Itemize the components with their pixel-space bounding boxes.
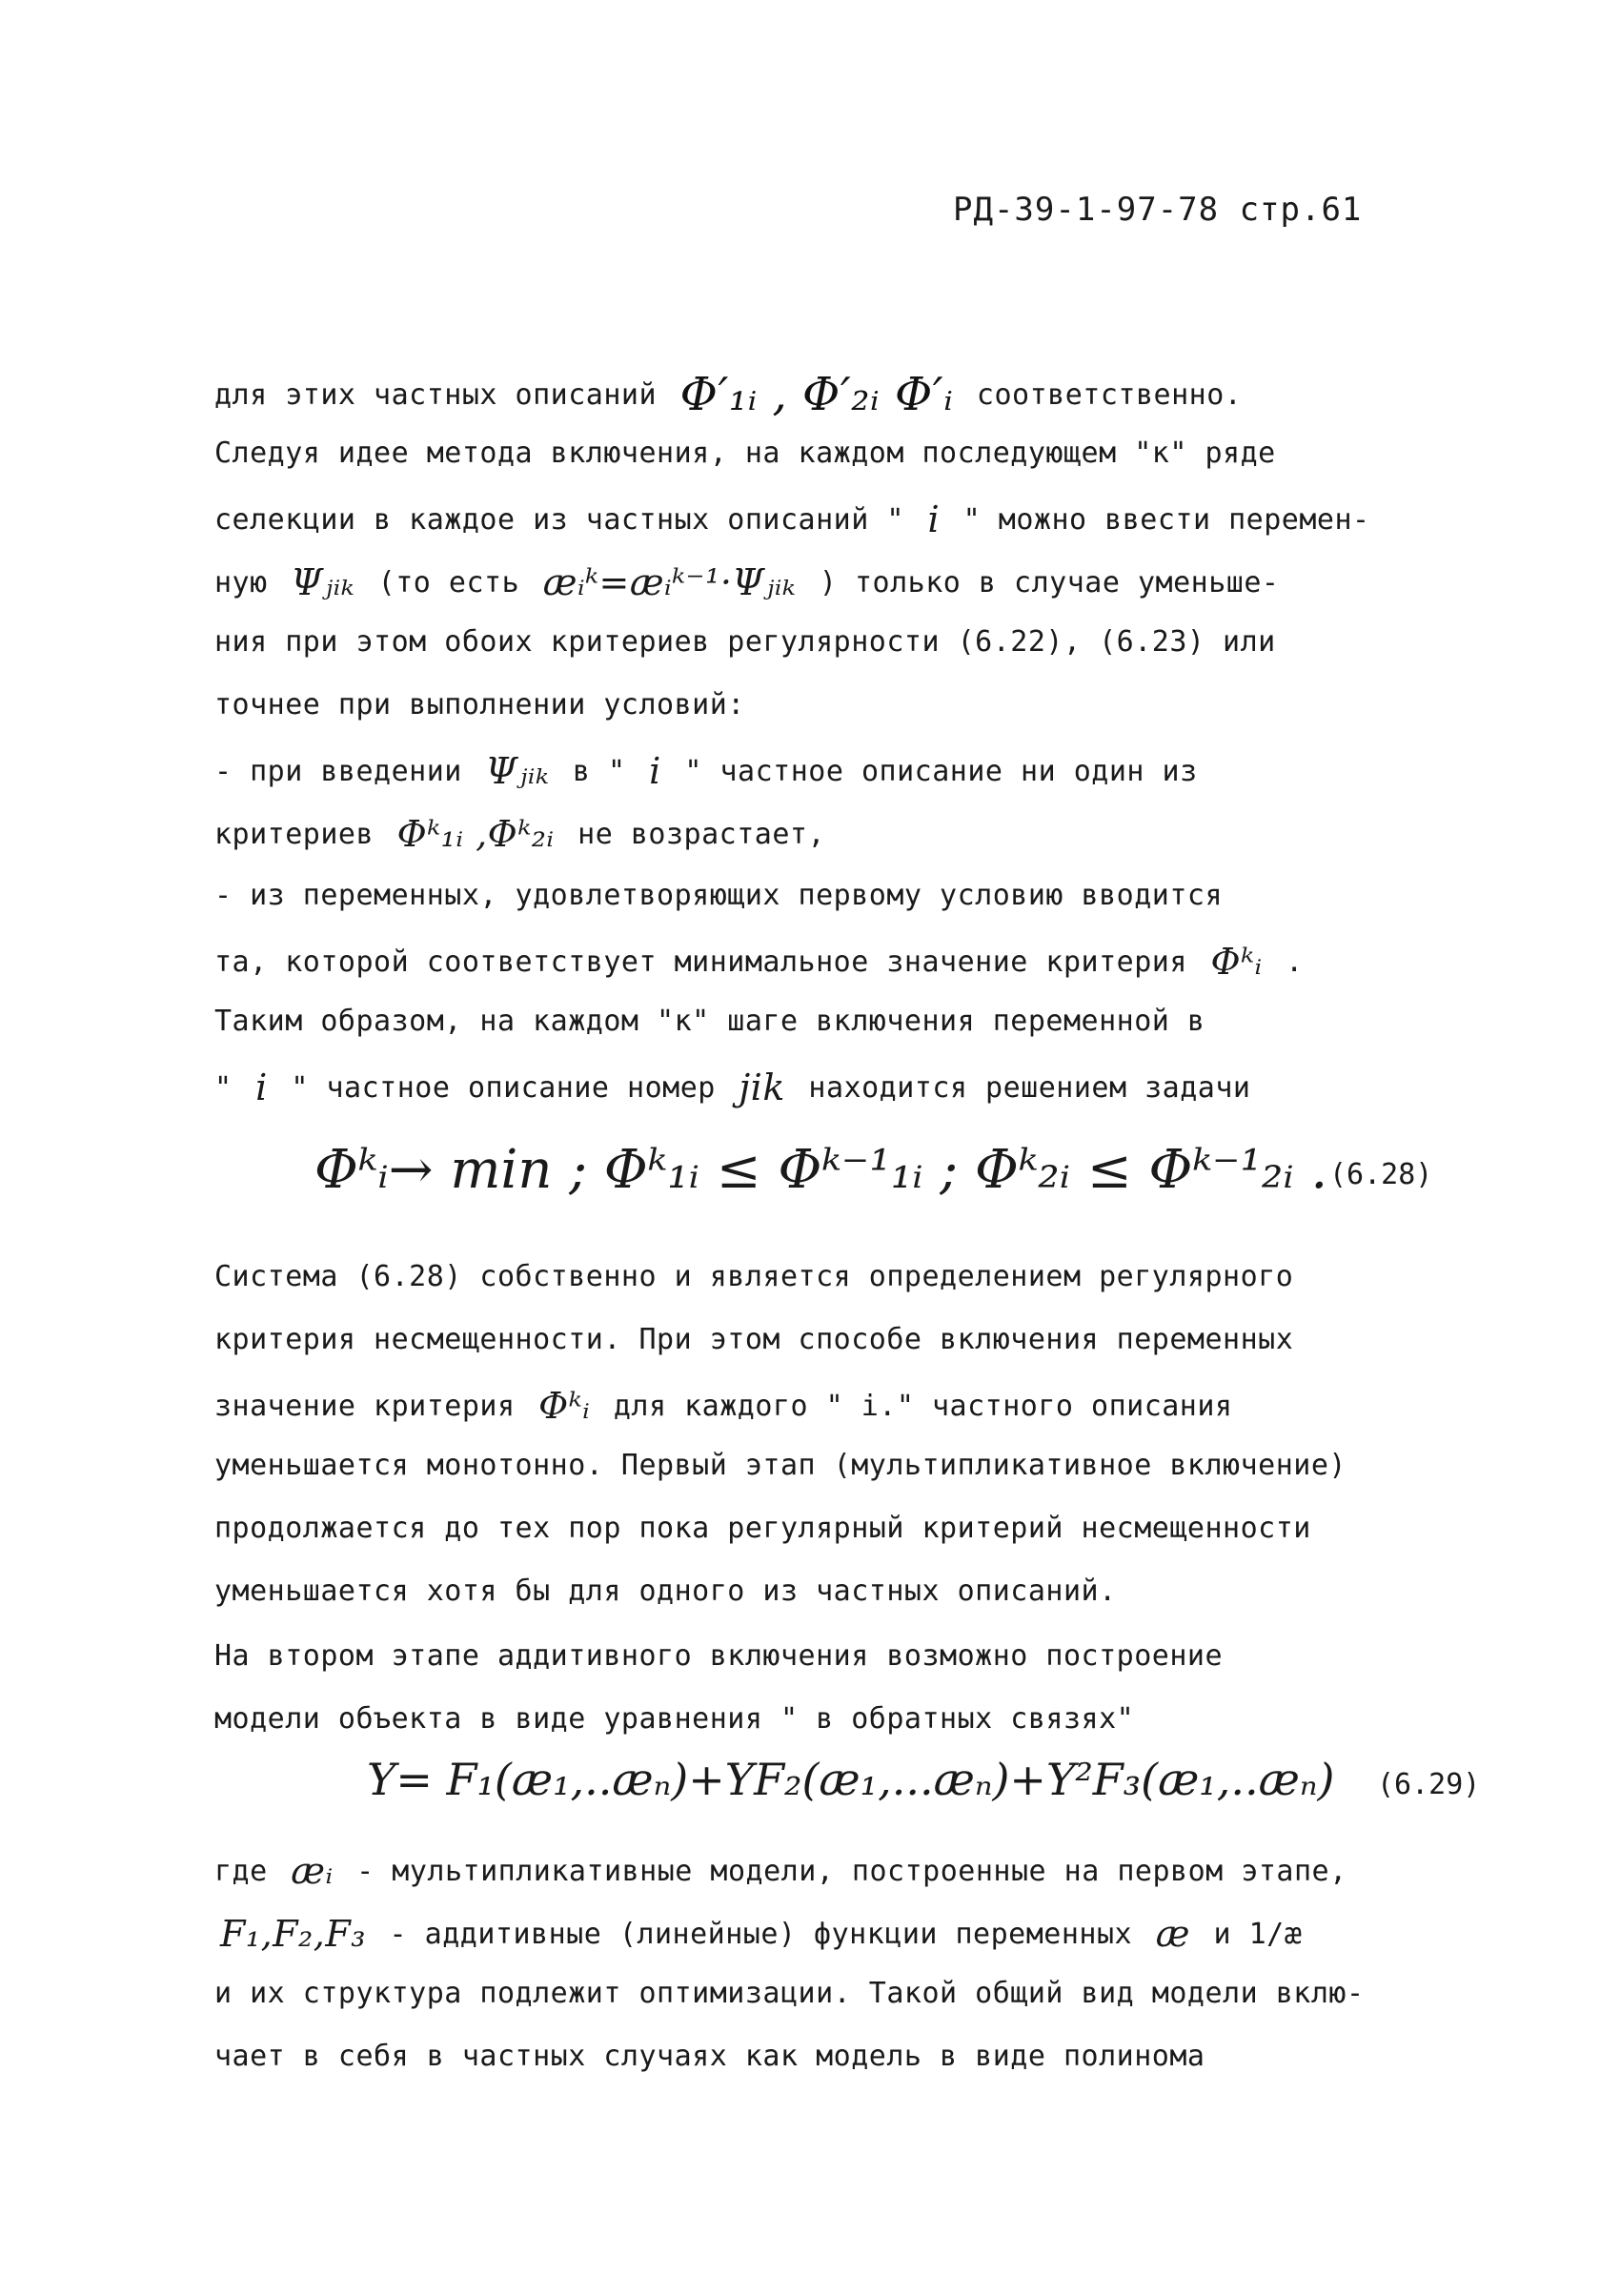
line-text: и 1/æ	[1195, 1918, 1303, 1951]
line-text: " можно ввести перемен-	[945, 503, 1370, 537]
text-line	[214, 2040, 1205, 2074]
text-line	[214, 1067, 1250, 1106]
line-text: критерия несмещенности. При этом способе включения переменных	[214, 1323, 1294, 1356]
formula-inline: i	[927, 498, 941, 540]
formula-inline: jik	[739, 1067, 785, 1108]
line-text: - при введении	[214, 755, 480, 788]
formula-inline: F₁,F₂,F₃	[220, 1913, 366, 1955]
text-line	[214, 1702, 1134, 1737]
text-line	[214, 1575, 1117, 1609]
text-line	[214, 1913, 1303, 1955]
text-line	[214, 1323, 1293, 1357]
formula-inline: Ψⱼᵢₖ	[291, 561, 355, 603]
equation-6-29: Y= F₁(æ₁,..æₙ)+YF₂(æ₁,...æₙ)+Y²F₃(æ₁,..æₙ)	[367, 1754, 1335, 1805]
line-text: точнее при выполнении условий:	[214, 688, 745, 721]
formula-inline: i	[649, 750, 661, 792]
line-text: ния при этом обоих критериев регулярности (6.22), (6.23) или	[214, 625, 1276, 659]
text-line	[214, 1449, 1347, 1483]
line-text: для этих частных описаний	[214, 378, 675, 412]
formula-inline: Φᵏᵢ	[538, 1385, 591, 1427]
line-text: - мультипликативные модели, построенные на первом этапе,	[338, 1855, 1347, 1888]
line-text: .	[1267, 945, 1304, 979]
line-text: та, которой соответствует минимальное значение критерия	[214, 945, 1205, 979]
text-line	[214, 1977, 1365, 2011]
formula-inline: æᵢ	[291, 1850, 334, 1892]
text-line	[214, 368, 1243, 421]
formula-inline: Φᵏᵢ	[1210, 941, 1263, 983]
line-text: селекции в каждое из частных описаний "	[214, 503, 922, 537]
line-text: ) только в случае уменьше-	[801, 566, 1280, 599]
text-line	[214, 1850, 1347, 1892]
text-line	[214, 499, 1370, 538]
line-text: ную	[214, 566, 286, 599]
text-line	[214, 941, 1304, 983]
formula-inline: æᵢᵏ=æᵢᵏ⁻¹·Ψⱼᵢₖ	[542, 561, 797, 603]
line-text: значение критерия	[214, 1390, 534, 1423]
line-text: находится решением задачи	[790, 1071, 1251, 1105]
line-text: продолжается до тех пор пока регулярный критерий несмещенности	[214, 1512, 1311, 1545]
text-line	[214, 1512, 1311, 1546]
line-text: На втором этапе аддитивного включения возможно построение	[214, 1639, 1224, 1673]
line-text: не возрастает,	[559, 818, 826, 851]
line-text: чает в себя в частных случаях как модель в виде полинома	[214, 2040, 1205, 2073]
line-text: в "	[555, 755, 644, 788]
line-text: " частное описание ни один из	[666, 755, 1198, 788]
line-text: уменьшается хотя бы для одного из частных описаний.	[214, 1575, 1117, 1608]
line-text: критериев	[214, 818, 392, 851]
formula-inline: Ψⱼᵢₖ	[485, 750, 550, 792]
line-text: и их структура подлежит оптимизации. Такой общий вид модели вклю-	[214, 1977, 1365, 2010]
line-text: Следуя идее метода включения, на каждом последующем "к" ряде	[214, 437, 1276, 470]
equation-number: (6.28)	[1329, 1158, 1433, 1191]
line-text: соответственно.	[959, 378, 1243, 412]
text-line	[214, 688, 745, 722]
text-line	[214, 813, 826, 855]
text-line	[214, 437, 1276, 471]
text-line	[214, 879, 1223, 913]
equation-6-28: Φᵏᵢ→ min ; Φᵏ₁ᵢ ≤ Φᵏ⁻¹₁ᵢ ; Φᵏ₂ᵢ ≤ Φᵏ⁻¹₂ᵢ .	[314, 1139, 1328, 1201]
line-text: для каждого " i." частного описания	[596, 1390, 1233, 1423]
text-line	[214, 750, 1198, 792]
text-line	[214, 1385, 1233, 1427]
equation-number: (6.29)	[1377, 1768, 1481, 1801]
formula-inline: æ	[1155, 1913, 1190, 1955]
line-text: "	[214, 1071, 251, 1105]
line-text: Система (6.28) собственно и является определением регулярного	[214, 1260, 1294, 1293]
formula-inline: Φᵏ₁ᵢ ,Φᵏ₂ᵢ	[396, 813, 555, 855]
line-text: " частное описание номер	[273, 1071, 734, 1105]
text-line	[214, 561, 1280, 603]
formula-inline: Φ′₁ᵢ , Φ′₂ᵢ Φ′ᵢ	[679, 368, 954, 421]
line-text: где	[214, 1855, 286, 1888]
text-line	[214, 1005, 1205, 1039]
text-line	[214, 1260, 1293, 1294]
line-text: Таким образом, на каждом "к" шаге включения переменной в	[214, 1005, 1205, 1038]
line-text: модели объекта в виде уравнения " в обратных связях"	[214, 1702, 1135, 1736]
line-text: (то есть	[360, 566, 537, 599]
formula-inline: i	[255, 1067, 268, 1108]
text-line	[214, 1639, 1223, 1674]
line-text: - из переменных, удовлетворяющих первому условию вводится	[214, 879, 1224, 912]
text-line	[214, 625, 1276, 660]
line-text: уменьшается монотонно. Первый этап (мультипликативное включение)	[214, 1449, 1347, 1482]
line-text: - аддитивные (линейные) функции переменных	[371, 1918, 1150, 1951]
page-header: РД-39-1-97-78 стр.61	[953, 191, 1363, 229]
